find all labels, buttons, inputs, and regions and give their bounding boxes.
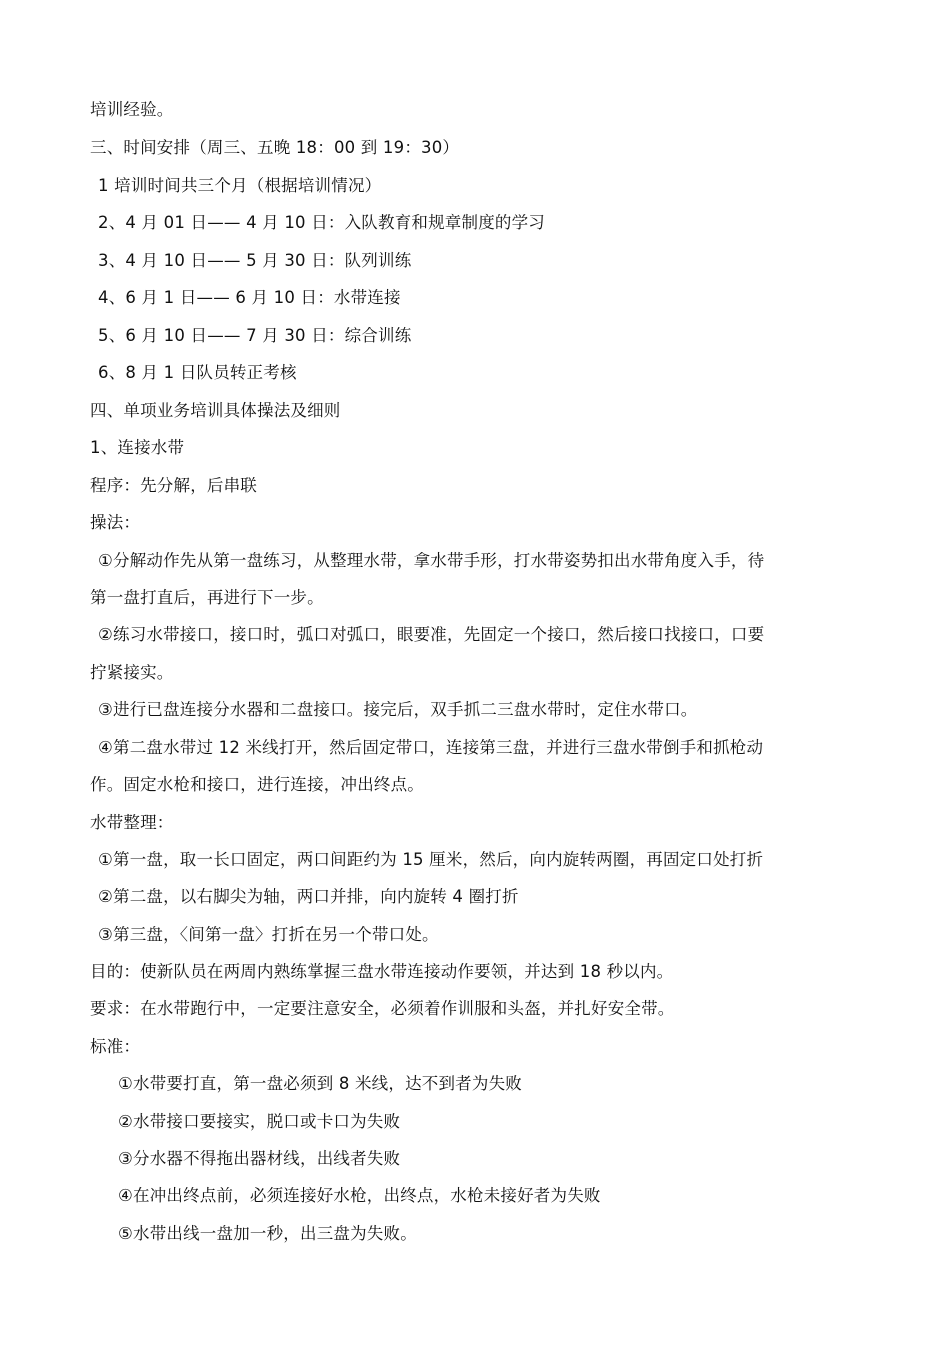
text-line: 目的：使新队员在两周内熟练掌握三盘水带连接动作要领，并达到 18 秒以内。 xyxy=(90,962,674,981)
text-line: ⑤水带出线一盘加一秒，出三盘为失败。 xyxy=(118,1224,417,1243)
text-line: 5、6 月 10 日—— 7 月 30 日：综合训练 xyxy=(98,326,412,345)
text-line: ④在冲出终点前，必须连接好水枪，出终点，水枪未接好者为失败 xyxy=(118,1186,601,1205)
text-line: 标准： xyxy=(90,1037,141,1056)
text-line: 拧紧接实。 xyxy=(90,663,174,682)
text-line: 培训经验。 xyxy=(90,100,174,119)
text-line: 作。固定水枪和接口，进行连接，冲出终点。 xyxy=(90,775,424,794)
text-line: 4、6 月 1 日—— 6 月 10 日：水带连接 xyxy=(98,288,401,307)
text-line: 3、4 月 10 日—— 5 月 30 日：队列训练 xyxy=(98,251,412,270)
text-line: ③第三盘，〈间第一盘〉打折在另一个带口处。 xyxy=(98,925,439,944)
text-line: 要求：在水带跑行中，一定要注意安全，必须着作训服和头盔，并扎好安全带。 xyxy=(90,999,675,1018)
text-line: ④第二盘水带过 12 米线打开，然后固定带口，连接第三盘，并进行三盘水带倒手和抓枪动 xyxy=(98,738,764,757)
subsection-heading: 1、连接水带 xyxy=(90,438,185,457)
text-line: 6、8 月 1 日队员转正考核 xyxy=(98,363,297,382)
text-line: ③分水器不得拖出器材线，出线者失败 xyxy=(118,1149,401,1168)
section-heading-schedule: 三、时间安排（周三、五晚 18：00 到 19：30） xyxy=(90,138,460,157)
text-line: 第一盘打直后，再进行下一步。 xyxy=(90,588,324,607)
text-line: ②第二盘，以右脚尖为轴，两口并排，向内旋转 4 圈打折 xyxy=(98,887,519,906)
text-line: ①分解动作先从第一盘练习，从整理水带，拿水带手形，打水带姿势扣出水带角度入手，待 xyxy=(98,551,765,570)
text-line: 2、4 月 01 日—— 4 月 10 日：入队教育和规章制度的学习 xyxy=(98,213,545,232)
text-line: ①水带要打直，第一盘必须到 8 米线，达不到者为失败 xyxy=(118,1074,522,1093)
text-line: ③进行已盘连接分水器和二盘接口。接完后，双手抓二三盘水带时，定住水带口。 xyxy=(98,700,698,719)
text-line: ②练习水带接口，接口时，弧口对弧口，眼要准，先固定一个接口，然后接口找接口，口要 xyxy=(98,625,765,644)
text-line: ②水带接口要接实，脱口或卡口为失败 xyxy=(118,1112,401,1131)
text-line: 程序：先分解，后串联 xyxy=(90,476,257,495)
text-line: 操法： xyxy=(90,513,141,532)
text-line: ①第一盘，取一长口固定，两口间距约为 15 厘米，然后，向内旋转两圈，再固定口处打折 xyxy=(98,850,764,869)
text-line: 1 培训时间共三个月（根据培训情况） xyxy=(98,176,382,195)
section-heading-training: 四、单项业务培训具体操法及细则 xyxy=(90,401,341,420)
text-line: 水带整理： xyxy=(90,813,174,832)
